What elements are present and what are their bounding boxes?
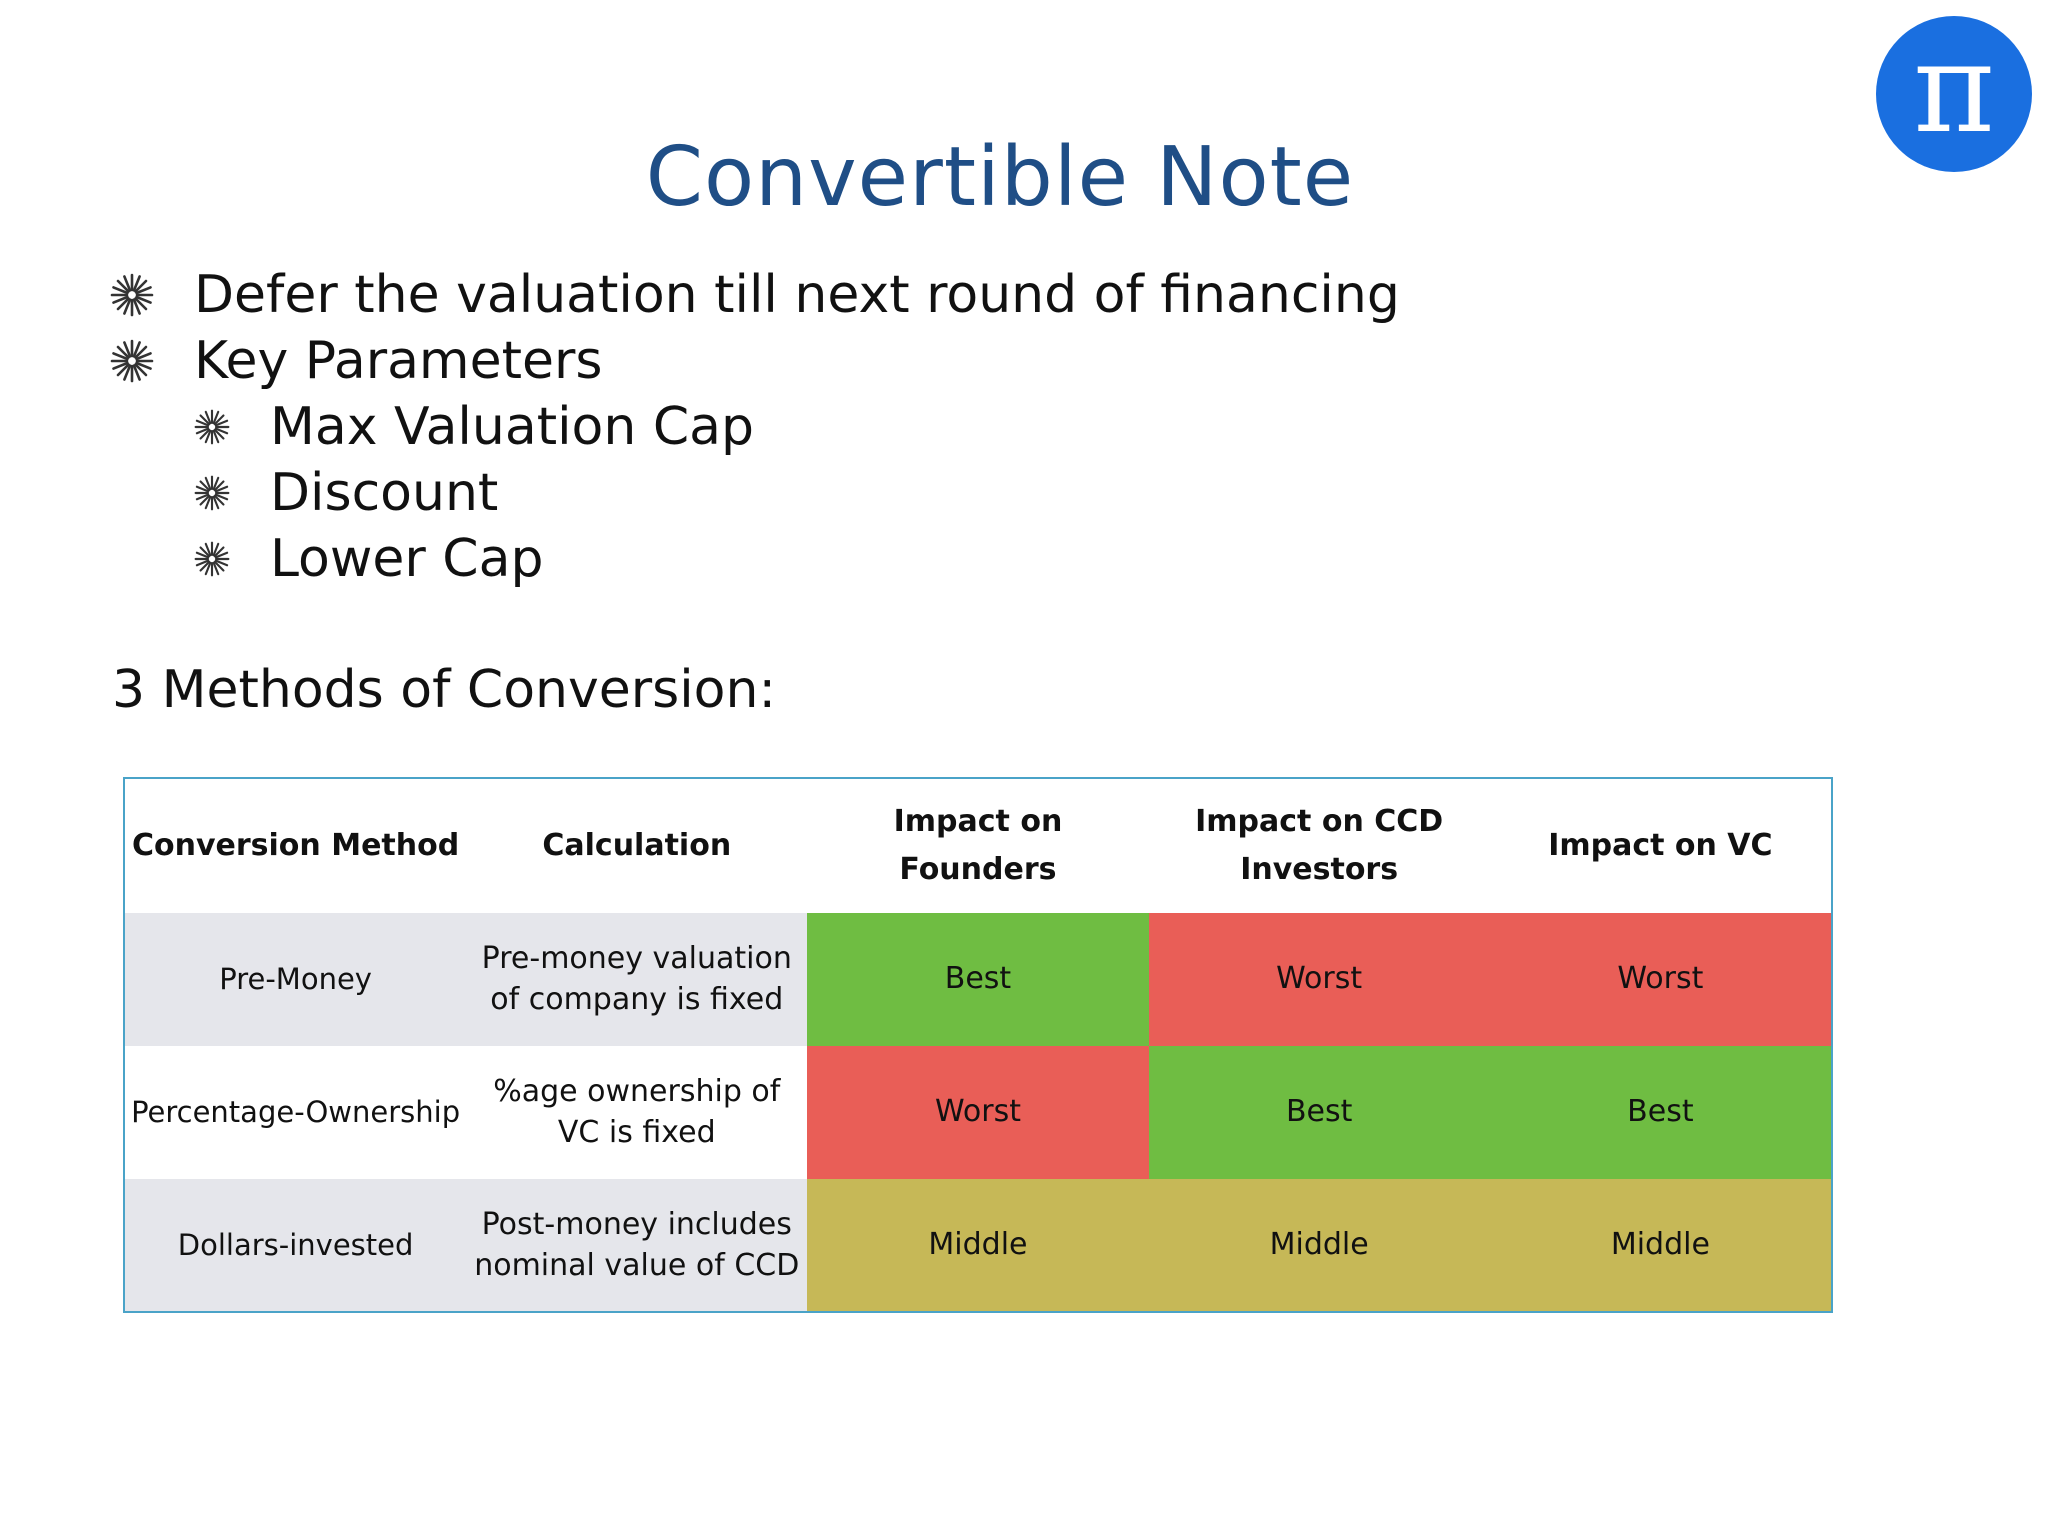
sub-bullet-item xyxy=(194,394,1400,460)
bullet-text: Key Parameters xyxy=(194,331,603,391)
method-cell: Pre-Money xyxy=(125,913,466,1046)
section-heading: 3 Methods of Conversion: xyxy=(112,660,776,720)
bullet-text: Max Valuation Cap xyxy=(270,397,755,457)
calculation-cell: Post-money includes nominal value of CCD xyxy=(466,1179,807,1312)
sub-bullet-item xyxy=(194,526,1400,592)
starburst-icon xyxy=(194,541,270,577)
founders-impact-cell: Worst xyxy=(807,1046,1148,1179)
bullet-item xyxy=(110,262,1400,328)
conversion-table-frame xyxy=(123,777,1833,1313)
column-header: Impact on CCD Investors xyxy=(1149,779,1490,913)
starburst-icon xyxy=(194,475,270,511)
ccd-investors-impact-cell: Middle xyxy=(1149,1179,1490,1312)
founders-impact-cell: Middle xyxy=(807,1179,1148,1312)
ccd-investors-impact-cell: Best xyxy=(1149,1046,1490,1179)
column-header: Impact on Founders xyxy=(807,779,1148,913)
sub-bullet-item xyxy=(194,460,1400,526)
table-header-row xyxy=(125,779,1831,913)
conversion-methods-table xyxy=(125,779,1831,1312)
slide-title: Convertible Note xyxy=(645,130,1355,225)
bullet-text: Discount xyxy=(270,463,499,523)
bullet-text: Defer the valuation till next round of financing xyxy=(194,265,1400,325)
bullet-list xyxy=(110,262,1400,592)
ccd-investors-impact-cell: Worst xyxy=(1149,913,1490,1046)
column-header: Impact on VC xyxy=(1490,779,1831,913)
table-row xyxy=(125,913,1831,1046)
starburst-icon xyxy=(110,339,194,383)
vc-impact-cell: Middle xyxy=(1490,1179,1831,1312)
vc-impact-cell: Best xyxy=(1490,1046,1831,1179)
column-header: Conversion Method xyxy=(125,779,466,913)
calculation-cell: %age ownership of VC is fixed xyxy=(466,1046,807,1179)
founders-impact-cell: Best xyxy=(807,913,1148,1046)
table-row xyxy=(125,1046,1831,1179)
starburst-icon xyxy=(110,273,194,317)
column-header: Calculation xyxy=(466,779,807,913)
pi-logo-glyph: π xyxy=(1913,17,1995,161)
method-cell: Percentage-Ownership xyxy=(125,1046,466,1179)
bullet-item xyxy=(110,328,1400,394)
vc-impact-cell: Worst xyxy=(1490,913,1831,1046)
starburst-icon xyxy=(194,409,270,445)
table-row xyxy=(125,1179,1831,1312)
method-cell: Dollars-invested xyxy=(125,1179,466,1312)
bullet-text: Lower Cap xyxy=(270,529,544,589)
calculation-cell: Pre-money valuation of company is fixed xyxy=(466,913,807,1046)
